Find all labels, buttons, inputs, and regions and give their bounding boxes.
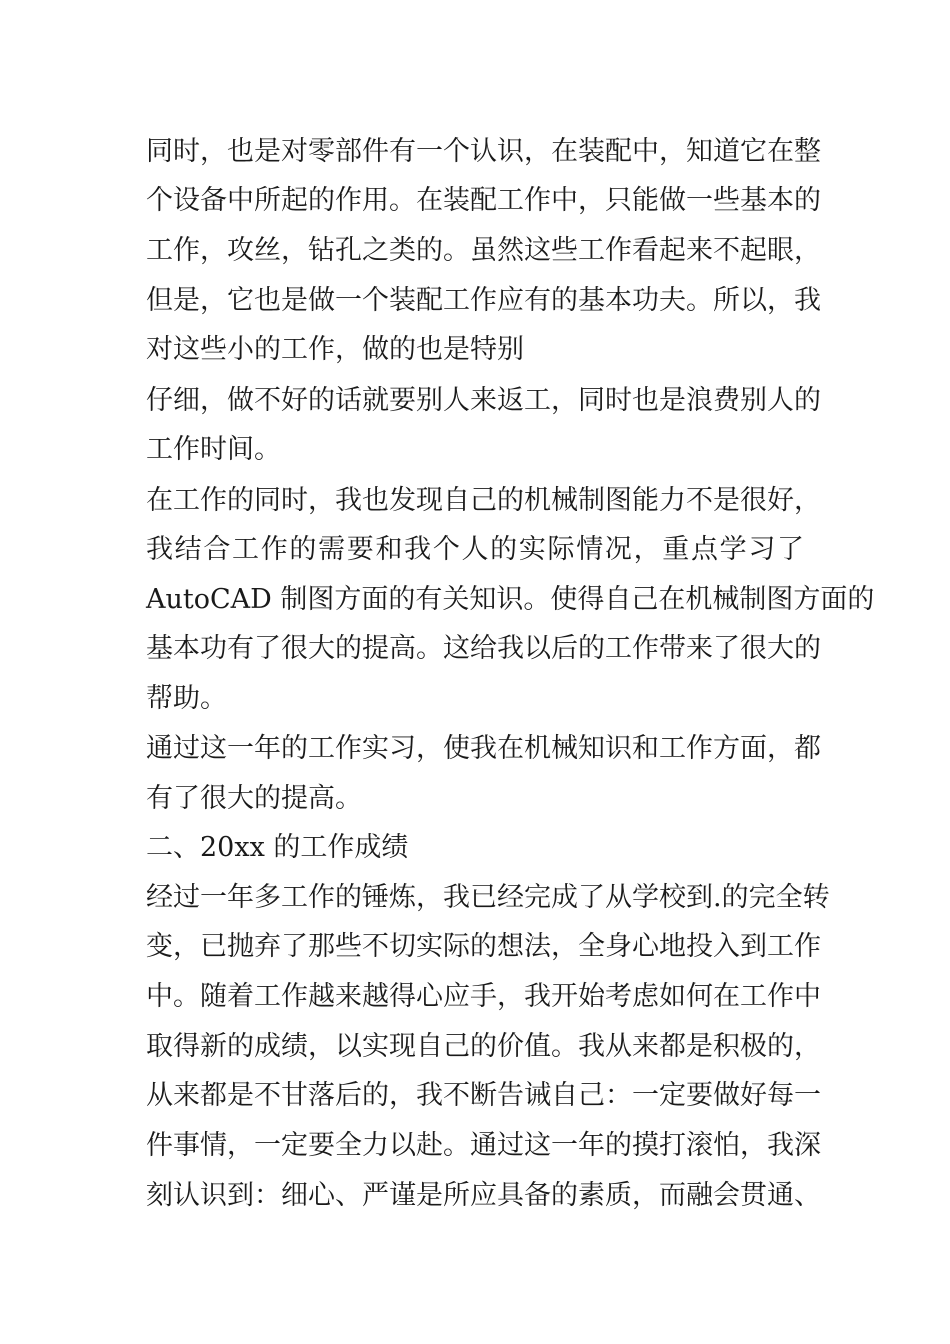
text-line: 变，已抛弃了那些不切实际的想法，全身心地投入到工作 (146, 931, 821, 962)
text-line: 个设备中所起的作用。在装配工作中，只能做一些基本的 (146, 185, 821, 216)
text-line: 我结合工作的需要和我个人的实际情况，重点学习了 (146, 534, 804, 565)
text-line: 从来都是不甘落后的，我不断告诫自己：一定要做好每一 (146, 1080, 821, 1111)
text-line: 帮助。 (146, 683, 227, 714)
text-line: 中。随着工作越来越得心应手，我开始考虑如何在工作中 (146, 981, 821, 1012)
section-heading: 二、20xx 的工作成绩 (146, 832, 409, 863)
text-line: 取得新的成绩，以实现自己的价值。我从来都是积极的， (146, 1031, 821, 1062)
text-line: 经过一年多工作的锤炼，我已经完成了从学校到.的完全转 (146, 882, 830, 913)
text-line: 但是，它也是做一个装配工作应有的基本功夫。所以，我 (146, 285, 821, 316)
text-line: 有了很大的提高。 (146, 783, 362, 814)
text-line: 工作时间。 (146, 434, 281, 465)
text-line: 仔细，做不好的话就要别人来返工，同时也是浪费别人的 (146, 385, 821, 416)
text-line: AutoCAD 制图方面的有关知识。使得自己在机械制图方面的 (146, 584, 875, 615)
text-line: 基本功有了很大的提高。这给我以后的工作带来了很大的 (146, 633, 821, 664)
text-line: 对这些小的工作，做的也是特别 (146, 334, 524, 365)
text-line: 刻认识到：细心、严谨是所应具备的素质，而融会贯通、 (146, 1180, 821, 1211)
text-line: 件事情，一定要全力以赴。通过这一年的摸打滚怕，我深 (146, 1130, 821, 1161)
text-line: 通过这一年的工作实习，使我在机械知识和工作方面，都 (146, 733, 821, 764)
text-line: 在工作的同时，我也发现自己的机械制图能力不是很好， (146, 485, 821, 516)
text-line: 同时，也是对零部件有一个认识，在装配中，知道它在整 (146, 136, 821, 167)
text-line: 工作，攻丝，钻孔之类的。虽然这些工作看起来不起眼， (146, 235, 821, 266)
